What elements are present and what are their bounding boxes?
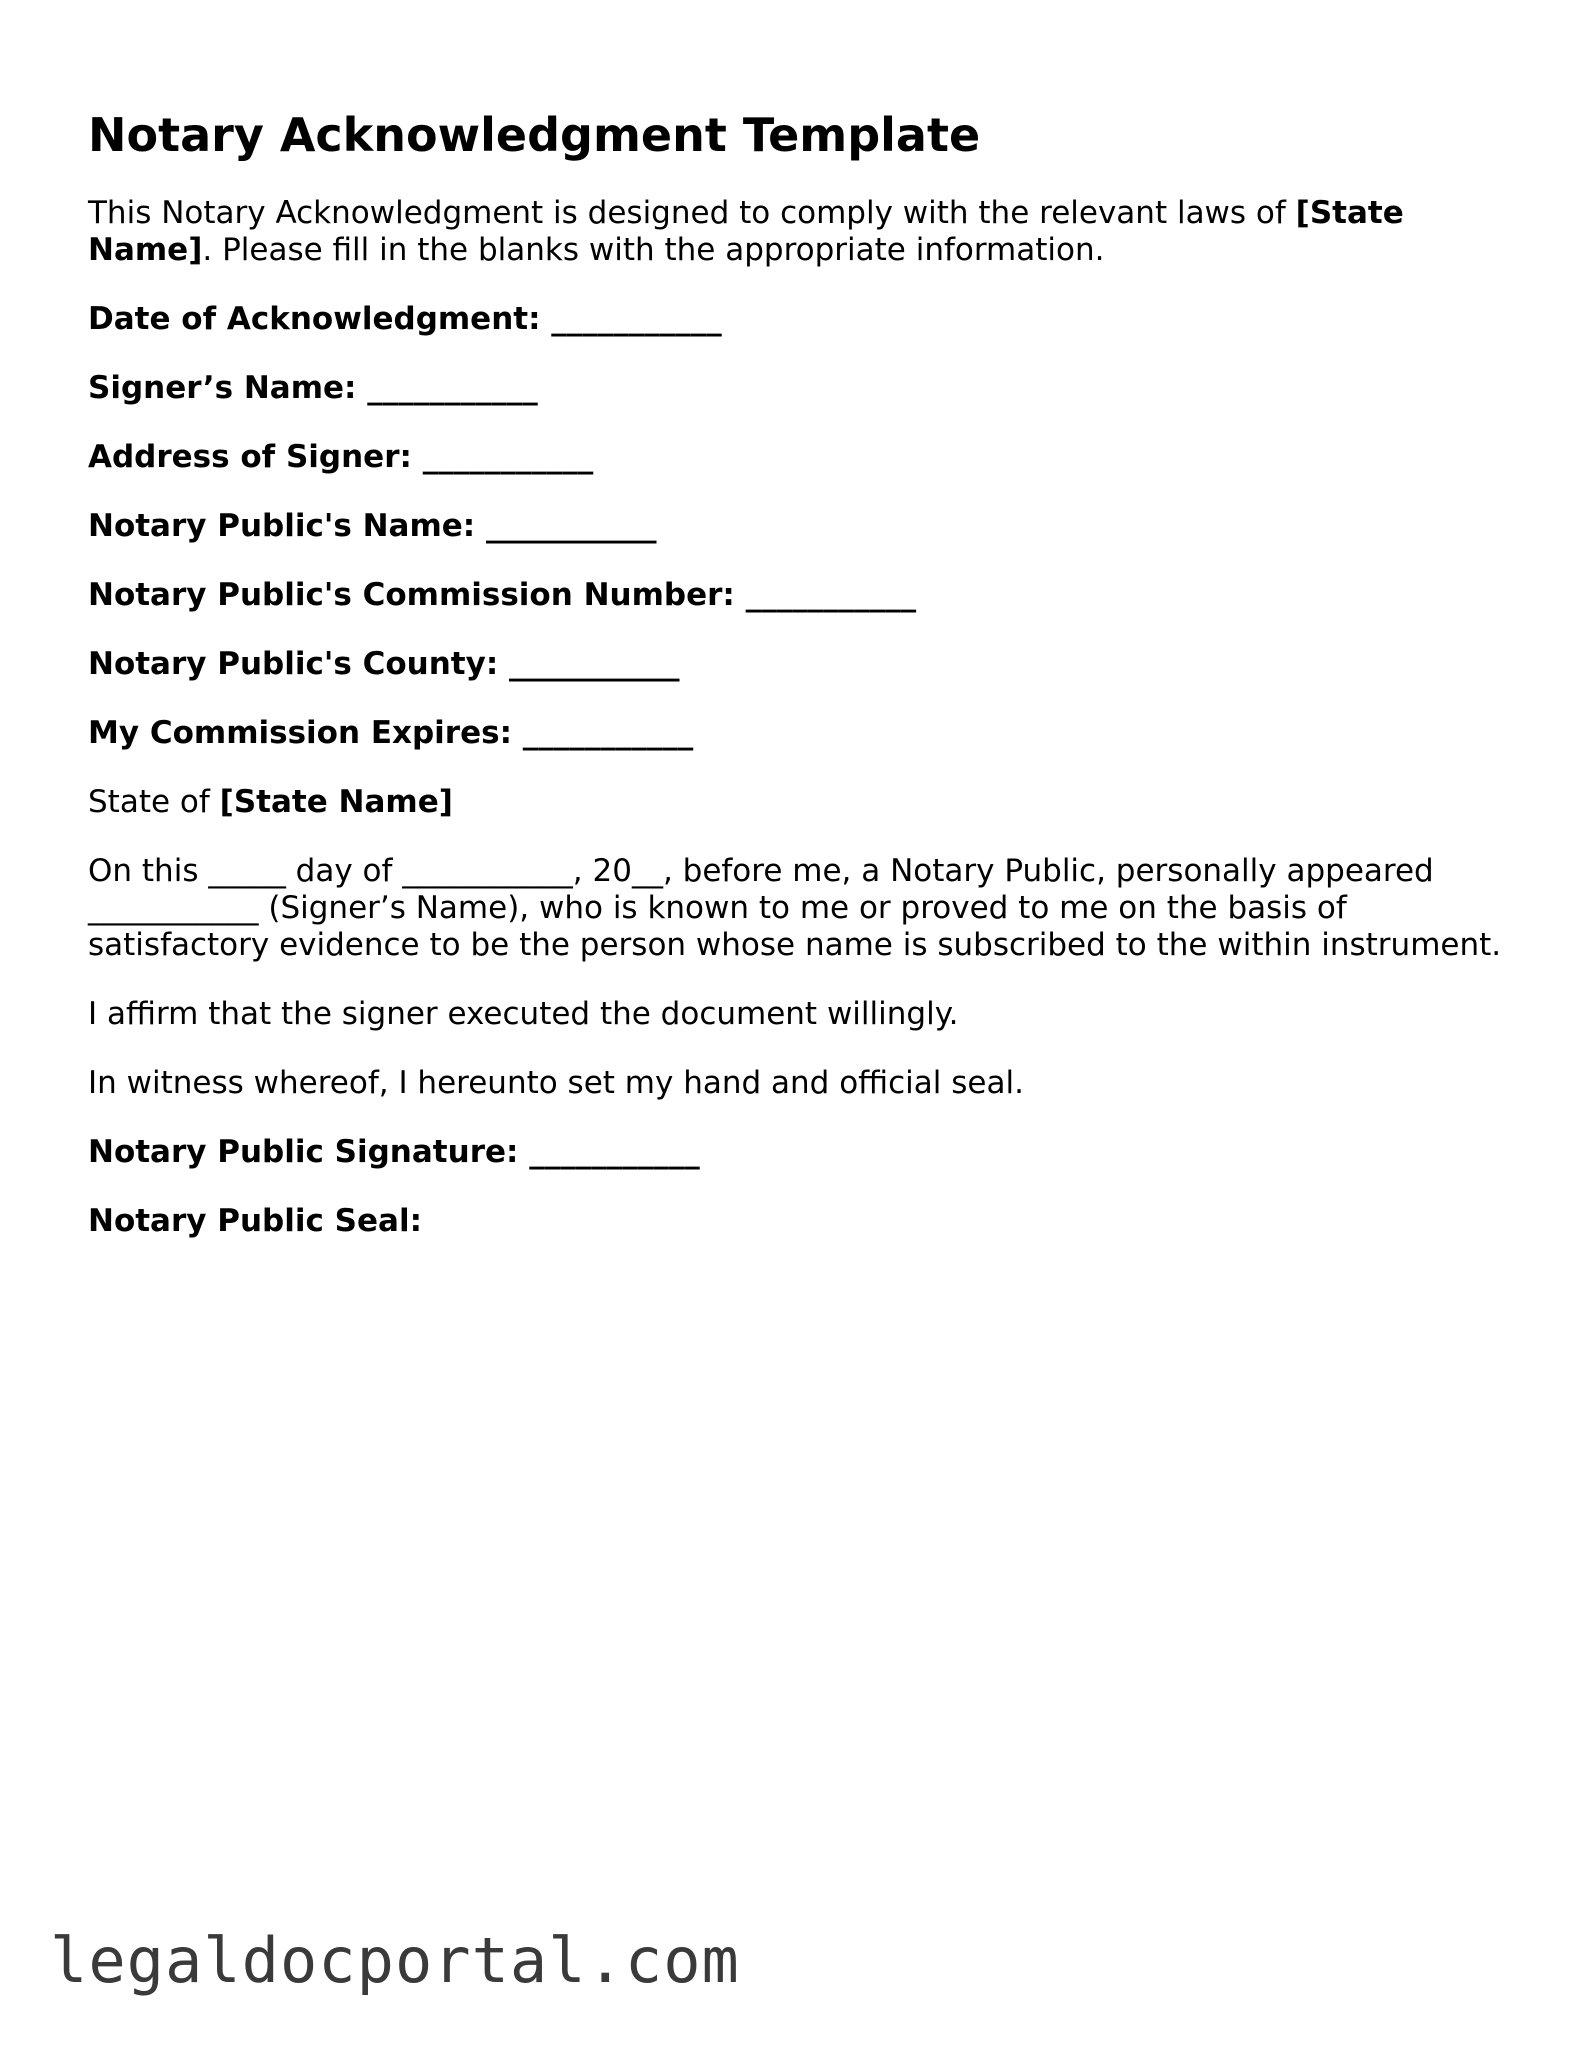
field-notary-county bbox=[88, 646, 1508, 683]
field-blank: ___________ bbox=[367, 370, 538, 407]
intro-text-before: This Notary Acknowledgment is designed to comply with the relevant laws of bbox=[88, 195, 1296, 232]
field-notary-signature bbox=[88, 1134, 1508, 1171]
field-signers-name bbox=[88, 370, 1508, 407]
acknowledgment-paragraph: On this _____ day of ___________, 20__, before me, a Notary Public, personally appeared ___________ (Signer’s Name), who is known to me or proved to me on the basis of satisfactory evidence to be the person whose name is subscribed to the within instrument. bbox=[88, 853, 1502, 964]
field-label: Signer’s Name: bbox=[88, 370, 357, 407]
field-label: Notary Public's County: bbox=[88, 646, 499, 683]
state-name: [State Name] bbox=[219, 784, 453, 821]
document-page bbox=[88, 96, 1508, 1272]
state-prefix: State of bbox=[88, 784, 220, 821]
field-label: Address of Signer: bbox=[88, 439, 412, 476]
intro-state-name: [State Name] bbox=[88, 195, 1404, 269]
field-blank: ___________ bbox=[529, 1134, 700, 1171]
intro-paragraph bbox=[88, 195, 1508, 269]
field-blank: ___________ bbox=[522, 715, 694, 752]
field-label: Notary Public's Name: bbox=[88, 508, 476, 545]
field-blank: ___________ bbox=[486, 508, 657, 545]
field-label: My Commission Expires: bbox=[88, 715, 512, 752]
field-commission-number bbox=[88, 577, 1508, 614]
witness-paragraph: In witness whereof, I hereunto set my hand and official seal. bbox=[88, 1065, 1024, 1102]
site-watermark: legaldocportal.com bbox=[50, 1924, 740, 1997]
field-blank: ___________ bbox=[745, 577, 917, 614]
field-address-of-signer bbox=[88, 439, 1508, 476]
field-blank: ___________ bbox=[509, 646, 680, 683]
field-date-of-acknowledgment bbox=[88, 301, 1508, 338]
document-title: Notary Acknowledgment Template bbox=[88, 108, 981, 162]
field-label: Notary Public Seal: bbox=[88, 1203, 422, 1240]
affirmation-paragraph: I affirm that the signer executed the document willingly. bbox=[88, 996, 959, 1033]
field-notary-name bbox=[88, 508, 1508, 545]
field-blank: ___________ bbox=[422, 439, 594, 476]
field-label: Date of Acknowledgment: bbox=[88, 301, 541, 338]
field-commission-expires bbox=[88, 715, 1508, 752]
state-line bbox=[88, 784, 1508, 821]
field-blank: ___________ bbox=[551, 301, 722, 338]
field-label: Notary Public's Commission Number: bbox=[88, 577, 735, 614]
intro-text-after: . Please fill in the blanks with the appropriate information. bbox=[202, 232, 1105, 269]
field-label: Notary Public Signature: bbox=[88, 1134, 519, 1171]
field-notary-seal bbox=[88, 1203, 1508, 1240]
